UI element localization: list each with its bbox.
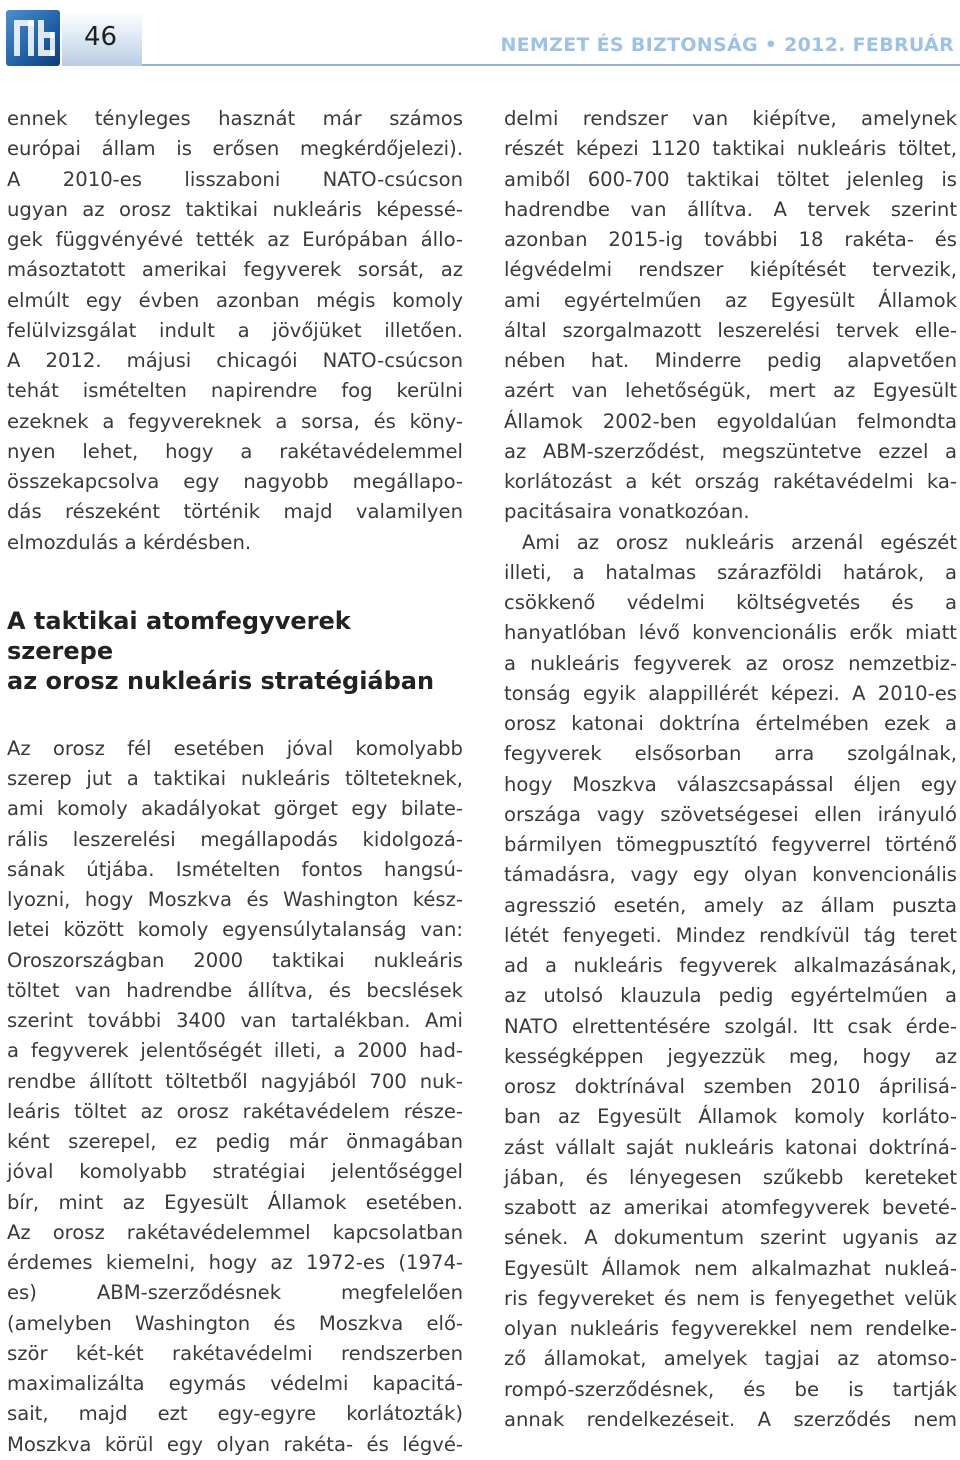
text-line: hogy Moszkva válaszcsapással éljen egy <box>504 772 957 796</box>
text-line: azért van lehetőségük, mert az Egyesült <box>504 379 957 403</box>
text-line: A 2012. májusi chicagói NATO-csúcson <box>7 349 463 372</box>
text-line: Egyesült Államok nem alkalmazhat nukleá- <box>504 1256 957 1280</box>
text-line: ként szerepel, ez pedig már önmagában <box>7 1130 463 1153</box>
text-line: támadásra, vagy egy olyan konvencionális <box>504 863 957 887</box>
text-line: dás részeként történik majd valamilyen <box>7 500 463 524</box>
text-line: ris fegyvereket és nem is fenyegethet velük <box>504 1286 957 1310</box>
text-line: orosz doktrínával szemben 2010 áprilisá- <box>504 1075 957 1098</box>
text-line: Ami az orosz nukleáris arzenál egészét <box>522 530 957 554</box>
text-line: ban az Egyesült Államok komoly korláto- <box>504 1105 957 1129</box>
section-title-line-2: az orosz nukleáris stratégiában <box>7 666 435 695</box>
text-line: légvédelmi rendszer kiépítését tervezik, <box>504 258 957 282</box>
text-line: jában, és lényegesen szűkebb kereteket <box>504 1165 957 1189</box>
section-title-line-1: A taktikai atomfegyverek szerepe <box>7 606 351 665</box>
text-line: es) ABM-szerződésnek megfelelően <box>7 1281 463 1305</box>
text-line: (amelyben Washington és Moszkva elő- <box>7 1311 463 1335</box>
text-line: tonság egyik alappillérét képezi. A 2010-es <box>504 681 957 705</box>
text-line: Moszkva körül egy olyan rakéta- és légvé- <box>7 1432 463 1456</box>
text-line: delmi rendszer van kiépítve, amelynek <box>504 107 957 130</box>
text-line: hanyatlóban lévő konvencionális erők miatt <box>504 621 957 645</box>
text-line: Államok 2002-ben egyoldalúan felmondta <box>504 409 957 433</box>
text-line: európai állam is erősen megkérdőjelezi). <box>7 137 463 161</box>
text-line: Az orosz fél esetében jóval komolyabb <box>7 736 463 760</box>
text-line: rompó-szerződésnek, és be is tartják <box>504 1377 957 1401</box>
text-line: Az orosz rakétavédelemmel kapcsolatban <box>7 1220 463 1244</box>
text-line: az utolsó klauzula pedig egyértelműen a <box>504 984 957 1008</box>
header-rule <box>142 64 960 66</box>
text-line: sait, majd ezt egy-egyre korlátozták) <box>7 1402 463 1426</box>
text-line: lyozni, hogy Moszkva és Washington kész- <box>7 888 463 911</box>
right-paragraph-1 <box>504 104 957 528</box>
text-line: a nukleáris fegyverek az orosz nemzetbiz- <box>504 651 957 675</box>
text-line: országa vagy szövetségesei ellen irányuló <box>504 802 957 826</box>
text-line: orosz katonai doktrína értelmében ezek a <box>504 712 957 735</box>
text-line: érdemes kiemelni, hogy az 1972-es (1974- <box>7 1251 463 1274</box>
text-line: részét képezi 1120 taktikai nukleáris töltet, <box>504 137 957 161</box>
text-line: NATO elrettentésére szolgál. Itt csak érde- <box>504 1014 957 1038</box>
left-paragraph-1 <box>7 104 463 558</box>
text-line: amiből 600-700 taktikai töltet jelenleg is <box>504 167 957 191</box>
text-line: ad a nukleáris fegyverek alkalmazásának, <box>504 954 957 977</box>
text-line: által szorgalmazott leszerelési tervek elle- <box>504 318 957 342</box>
text-line: szerint további 3400 van tartalékban. Ami <box>7 1009 463 1032</box>
text-line: összekapcsolva egy nagyobb megállapo- <box>7 470 463 493</box>
text-line: nyen lehet, hogy a rakétavédelemmel <box>7 439 463 463</box>
text-line: fegyverek elsősorban arra szolgálnak, <box>504 742 957 766</box>
right-paragraph-2 <box>504 528 957 1436</box>
section-title <box>7 606 463 696</box>
text-line: ezeknek a fegyvereknek a sorsa, és köny- <box>7 409 463 433</box>
text-line: olyan nukleáris fegyverekkel nem rendelke- <box>504 1317 957 1340</box>
text-line: töltet van hadrendbe állítva, és becslések <box>7 978 463 1002</box>
text-line: felülvizsgálat indult a jövőjüket illetően. <box>7 318 463 342</box>
page-header <box>0 0 960 80</box>
text-line: az ABM-szerződést, megszüntetve ezzel a <box>504 439 957 463</box>
text-line: létét fenyegeti. Mindez rendkívül tág teret <box>504 923 957 947</box>
text-line: elmozdulás a kérdésben. <box>7 530 252 554</box>
text-line: szerep jut a taktikai nukleáris tölteteknek, <box>7 767 463 790</box>
text-line: nében hat. Minderre pedig alapvetően <box>504 349 957 372</box>
text-line: letei között komoly egyensúlytalanság van: <box>7 918 463 942</box>
text-line: leáris töltet az orosz rakétavédelem része- <box>7 1099 463 1123</box>
text-line: A 2010-es lisszaboni NATO-csúcson <box>7 167 463 191</box>
running-head: NEMZET ÉS BIZTONSÁG • 2012. FEBRUÁR <box>500 34 954 56</box>
page-number: 46 <box>84 22 118 52</box>
text-line: pacitásaira vonatkozóan. <box>504 500 750 524</box>
text-line: ző államokat, amelyek tagjai az atomso- <box>504 1347 957 1371</box>
text-line: illeti, a hatalmas szárazföldi határok, a <box>504 560 957 584</box>
text-line: hadrendbe van állítva. A tervek szerint <box>504 197 957 221</box>
text-line: jóval komolyabb stratégiai jelentőséggel <box>7 1160 463 1184</box>
text-line: ugyan az orosz taktikai nukleáris képessé- <box>7 197 463 221</box>
text-line: sének. A dokumentum szerint ugyanis az <box>504 1226 957 1250</box>
text-line: ami egyértelműen az Egyesült Államok <box>504 288 957 312</box>
text-line: rális leszerelési megállapodás kidolgozá- <box>7 827 463 851</box>
text-line: ennek tényleges hasznát már számos <box>7 107 463 130</box>
text-line: bármilyen tömegpusztító fegyverrel történő <box>504 833 957 856</box>
text-line: elmúlt egy évben azonban mégis komoly <box>7 288 463 312</box>
text-line: bír, mint az Egyesült Államok esetében. <box>7 1190 463 1214</box>
text-line: tehát ismételten napirendre fog kerülni <box>7 379 463 403</box>
right-column <box>504 104 957 1435</box>
text-line: korlátozást a két ország rakétavédelmi ka- <box>504 470 957 493</box>
left-paragraph-2 <box>7 734 463 1460</box>
text-line: csökkenő védelmi költségvetés és a <box>504 591 957 614</box>
text-line: annak rendelkezéseit. A szerződés nem <box>504 1407 957 1431</box>
text-line: másoztatott amerikai fegyverek sorsát, az <box>7 258 463 282</box>
text-line: azonban 2015-ig további 18 rakéta- és <box>504 228 957 251</box>
nb-logo-icon <box>6 10 60 66</box>
text-line: agresszió esetén, amely az állam puszta <box>504 893 957 917</box>
text-line: a fegyverek jelentőségét illeti, a 2000 had- <box>7 1039 463 1063</box>
text-line: ször két-két rakétavédelmi rendszerben <box>7 1341 463 1365</box>
text-line: Oroszországban 2000 taktikai nukleáris <box>7 948 463 972</box>
text-line: maximalizálta egymás védelmi kapacitá- <box>7 1372 463 1395</box>
text-line: zást vállalt saját nukleáris katonai doktríná- <box>504 1135 957 1159</box>
text-line: ami komoly akadályokat görget egy bilate- <box>7 797 463 821</box>
text-line: szabott az amerikai atomfegyverek beveté- <box>504 1196 957 1219</box>
text-line: kességképpen jegyezzük meg, hogy az <box>504 1044 957 1068</box>
text-line: gek függvényévé tették az Európában állo- <box>7 228 463 251</box>
text-line: rendbe állított töltetből nagyjából 700 nuk- <box>7 1069 463 1093</box>
text-line: sának útjába. Ismételten fontos hangsú- <box>7 857 463 881</box>
left-column <box>7 104 463 1460</box>
page-number-box <box>62 10 142 66</box>
